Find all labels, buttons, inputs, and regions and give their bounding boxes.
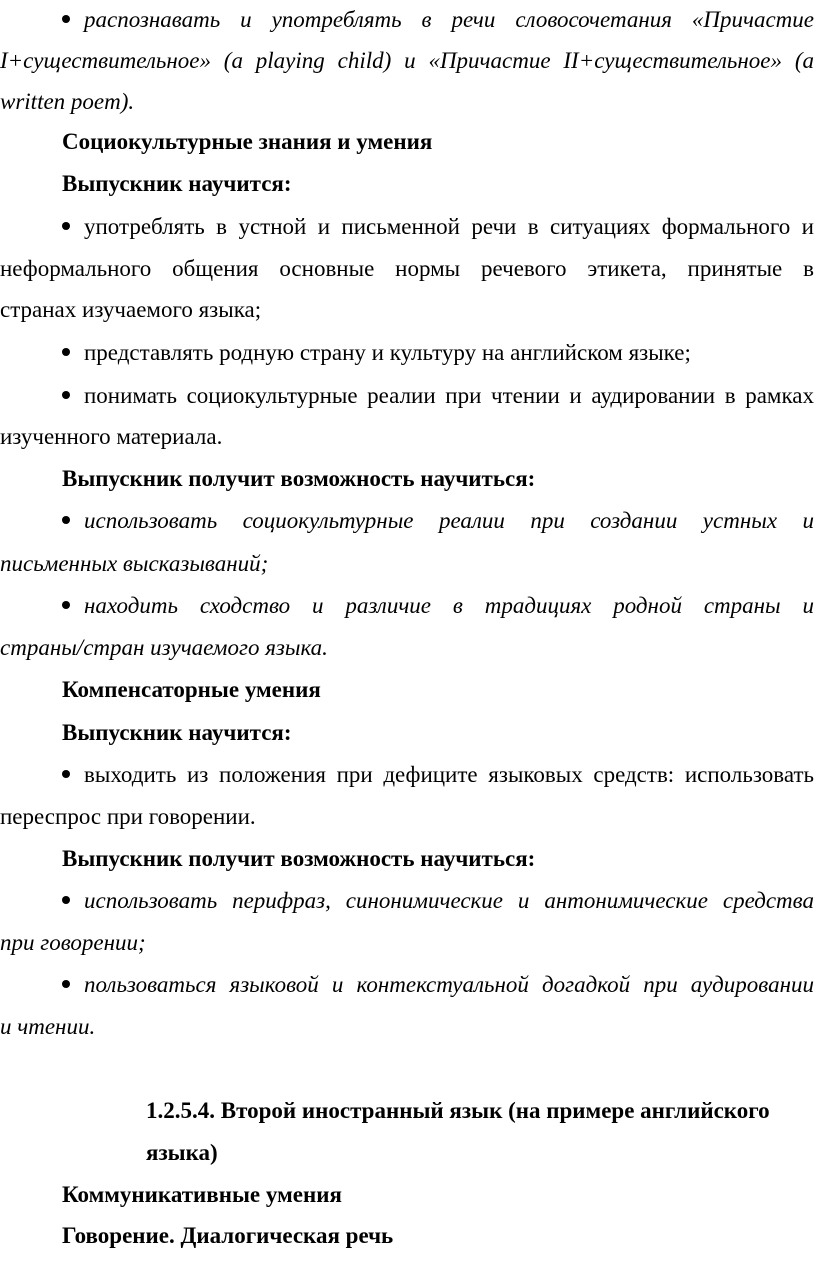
bullet-item (62, 760, 814, 790)
paragraph-line: written poem). (0, 89, 135, 114)
paragraph-text: выходить из положения при дефиците языковых средств: использовать (84, 762, 814, 787)
paragraph-text: понимать социокультурные реалии при чтении и аудировании в рамках (84, 383, 814, 408)
bullet-icon (62, 516, 70, 524)
paragraph-line: при говорении; (0, 930, 146, 955)
paragraph-text: распознавать и употреблять в речи словосочетания «Причастие (84, 7, 814, 32)
chapter-heading-continued: языка) (146, 1140, 218, 1165)
bullet-item (62, 886, 814, 916)
paragraph-text: находить сходство и различие в традициях родной страны и (84, 593, 814, 618)
chapter-heading: 1.2.5.4. Второй иностранный язык (на примере английского (146, 1098, 770, 1123)
bullet-item (62, 5, 814, 35)
paragraph-text: использовать перифраз, синонимические и антонимические средства (84, 888, 814, 913)
paragraph-line: письменных высказываний; (0, 551, 269, 576)
bullet-icon (62, 601, 70, 609)
bullet-item (62, 506, 814, 536)
bullet-item (62, 591, 814, 621)
subsection-heading: Выпускник получит возможность научиться: (62, 466, 536, 491)
bullet-item (62, 381, 814, 411)
section-heading: Коммуникативные умения (62, 1182, 342, 1207)
subsection-heading: Выпускник получит возможность научиться: (62, 846, 536, 871)
paragraph-line: I+существительное» (a playing child) и «Причастие II+существительное» (a (0, 48, 814, 73)
paragraph-line: изученного материала. (0, 424, 223, 449)
bullet-icon (62, 222, 70, 230)
subsection-heading: Выпускник научится: (62, 171, 292, 196)
paragraph-line: неформального общения основные нормы речевого этикета, принятые в (0, 256, 814, 281)
paragraph-line: странах изучаемого языка; (0, 297, 262, 322)
bullet-icon (62, 391, 70, 399)
paragraph-line: и чтении. (0, 1014, 96, 1039)
bullet-item (62, 212, 814, 242)
paragraph-text: пользоваться языковой и контекстуальной догадкой при аудировании (84, 972, 814, 997)
paragraph-line: страны/стран изучаемого языка. (0, 635, 328, 660)
bullet-icon (62, 770, 70, 778)
section-heading: Говорение. Диалогическая речь (62, 1223, 394, 1248)
bullet-icon (62, 348, 70, 356)
bullet-icon (62, 896, 70, 904)
paragraph-text: представлять родную страну и культуру на английском языке; (84, 340, 691, 365)
paragraph-line: переспрос при говорении. (0, 804, 256, 829)
bullet-item (62, 970, 814, 1000)
subsection-heading: Выпускник научится: (62, 720, 292, 745)
section-heading: Социокультурные знания и умения (62, 129, 433, 154)
section-heading: Компенсаторные умения (62, 677, 321, 702)
paragraph-text: употреблять в устной и письменной речи в ситуациях формального и (84, 214, 814, 239)
paragraph-text: использовать социокультурные реалии при создании устных и (84, 508, 814, 533)
bullet-icon (62, 15, 70, 23)
bullet-icon (62, 980, 70, 988)
bullet-item (62, 338, 814, 368)
